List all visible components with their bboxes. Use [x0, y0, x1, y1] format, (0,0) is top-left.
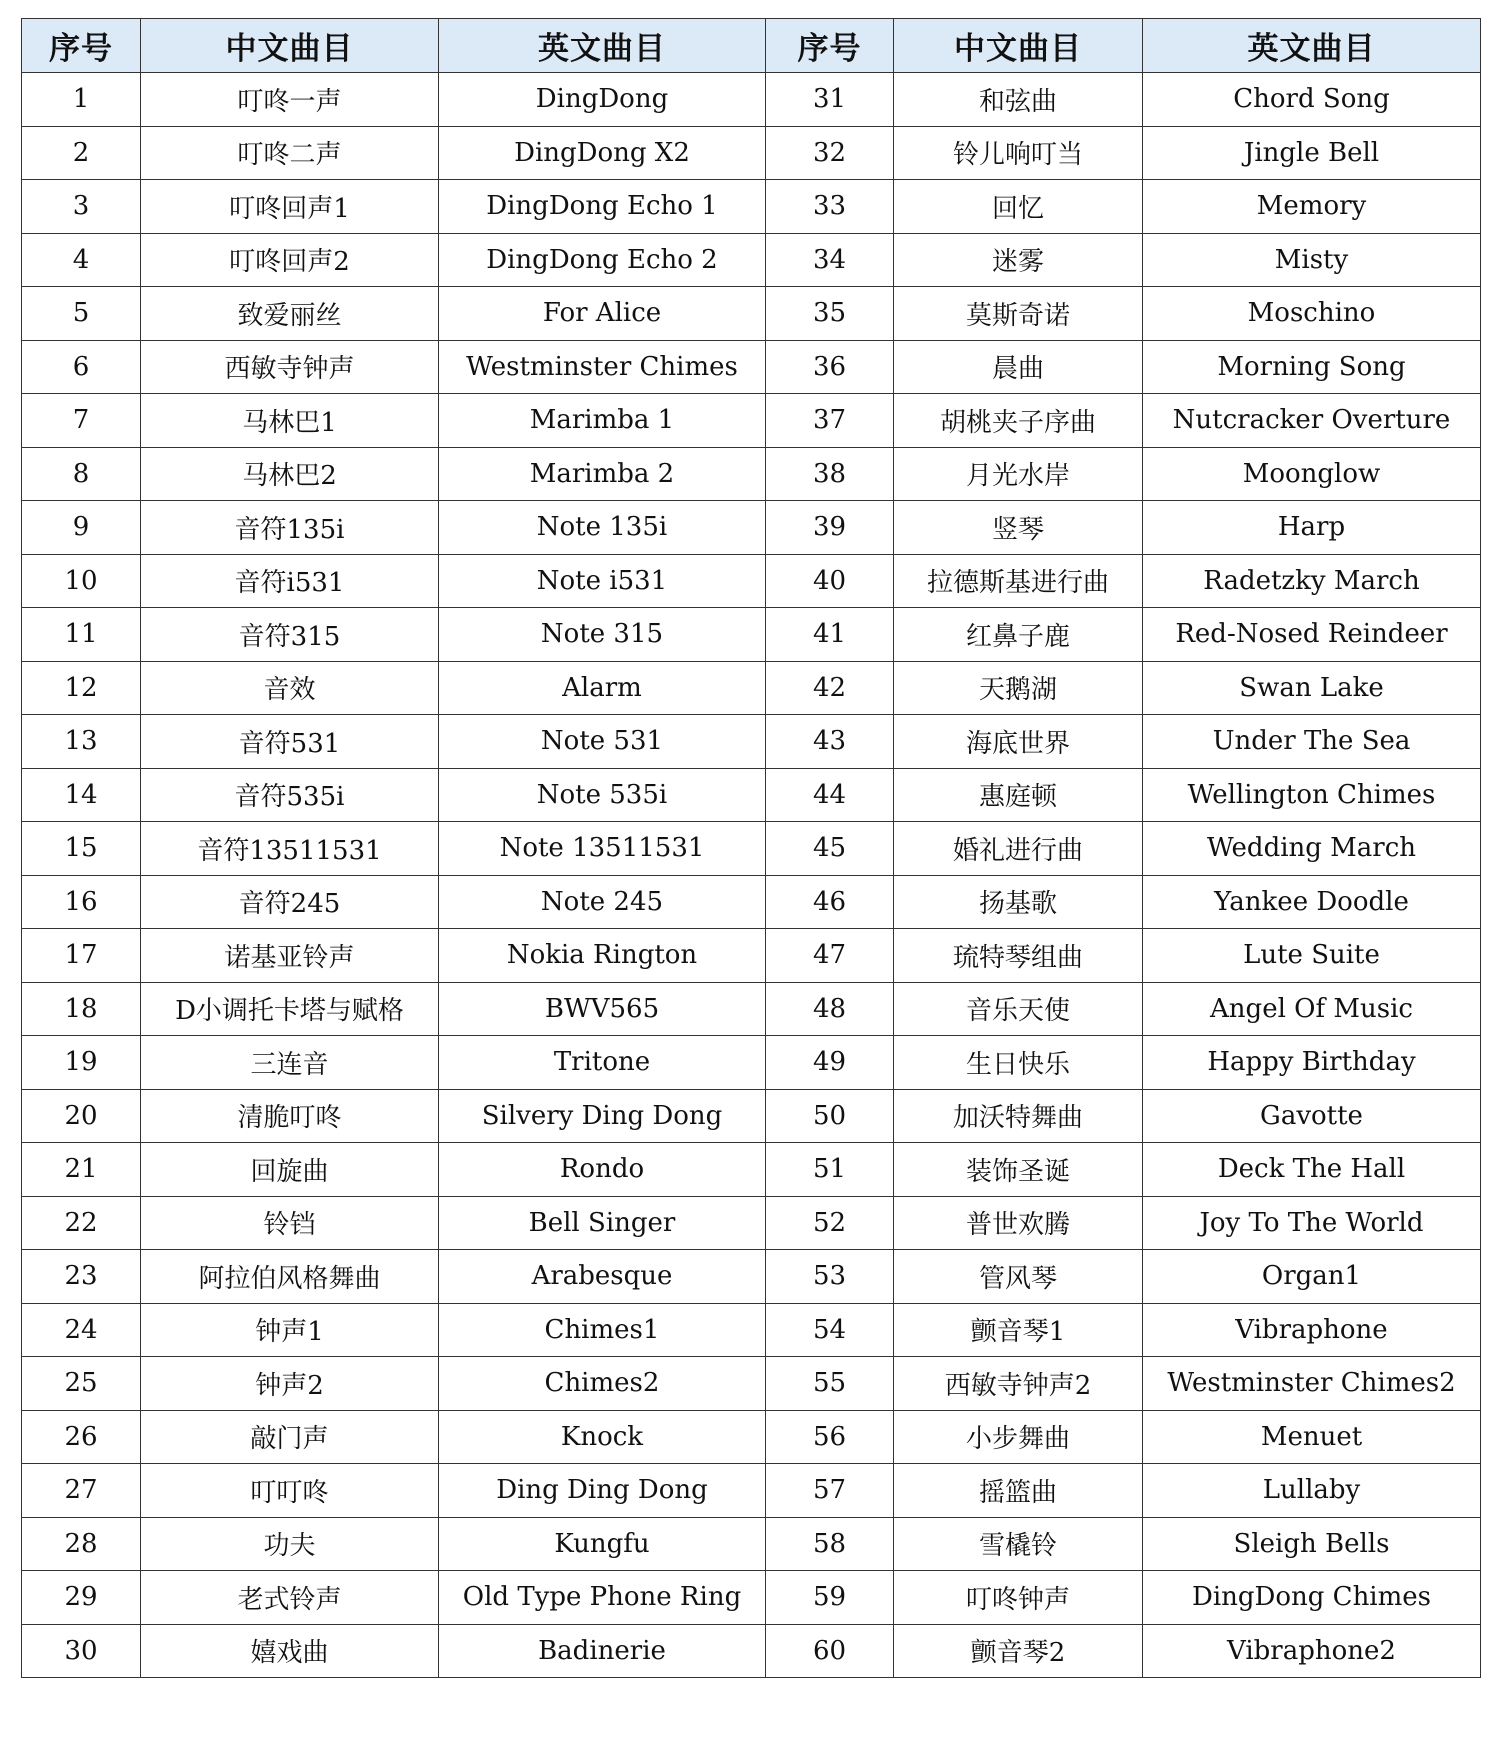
cell-english-title-right: Memory — [1143, 180, 1481, 234]
table-row — [22, 126, 1481, 180]
cell-index-left: 4 — [22, 233, 141, 287]
cell-english-title-right: Swan Lake — [1143, 661, 1481, 715]
cell-chinese-title-left: 音符135i — [141, 501, 439, 555]
cell-chinese-title-left: 诺基亚铃声 — [141, 929, 439, 983]
cell-index-left: 8 — [22, 447, 141, 501]
cell-index-right: 42 — [766, 661, 894, 715]
cell-chinese-title-left: 敲门声 — [141, 1410, 439, 1464]
header-english-title-left: 英文曲目 — [439, 19, 766, 73]
cell-index-right: 54 — [766, 1303, 894, 1357]
cell-english-title-left: DingDong X2 — [439, 126, 766, 180]
cell-chinese-title-left: 音符245 — [141, 875, 439, 929]
cell-chinese-title-left: 钟声2 — [141, 1357, 439, 1411]
cell-chinese-title-right: 晨曲 — [894, 340, 1143, 394]
cell-index-right: 48 — [766, 982, 894, 1036]
table-row — [22, 1036, 1481, 1090]
cell-chinese-title-left: 叮叮咚 — [141, 1464, 439, 1518]
cell-english-title-left: For Alice — [439, 287, 766, 341]
cell-index-right: 57 — [766, 1464, 894, 1518]
cell-chinese-title-left: 马林巴2 — [141, 447, 439, 501]
cell-english-title-right: Joy To The World — [1143, 1196, 1481, 1250]
cell-english-title-left: Old Type Phone Ring — [439, 1571, 766, 1625]
table-row — [22, 715, 1481, 769]
cell-index-left: 12 — [22, 661, 141, 715]
cell-chinese-title-right: 回忆 — [894, 180, 1143, 234]
cell-index-left: 10 — [22, 554, 141, 608]
cell-index-left: 14 — [22, 768, 141, 822]
ringtone-table-container — [21, 18, 1480, 1678]
table-row — [22, 554, 1481, 608]
table-row — [22, 929, 1481, 983]
table-row — [22, 1357, 1481, 1411]
cell-english-title-left: Alarm — [439, 661, 766, 715]
cell-english-title-right: Vibraphone2 — [1143, 1624, 1481, 1678]
cell-chinese-title-left: 叮咚回声1 — [141, 180, 439, 234]
cell-chinese-title-right: 西敏寺钟声2 — [894, 1357, 1143, 1411]
cell-english-title-right: Under The Sea — [1143, 715, 1481, 769]
cell-index-right: 53 — [766, 1250, 894, 1304]
cell-english-title-left: Note i531 — [439, 554, 766, 608]
header-row — [22, 19, 1481, 73]
cell-index-right: 56 — [766, 1410, 894, 1464]
cell-index-right: 46 — [766, 875, 894, 929]
cell-chinese-title-right: 海底世界 — [894, 715, 1143, 769]
cell-english-title-left: DingDong Echo 2 — [439, 233, 766, 287]
cell-index-right: 41 — [766, 608, 894, 662]
cell-index-left: 26 — [22, 1410, 141, 1464]
table-row — [22, 180, 1481, 234]
cell-chinese-title-left: 音符535i — [141, 768, 439, 822]
table-row — [22, 1196, 1481, 1250]
cell-chinese-title-left: 老式铃声 — [141, 1571, 439, 1625]
cell-english-title-left: Chimes2 — [439, 1357, 766, 1411]
cell-index-left: 22 — [22, 1196, 141, 1250]
cell-chinese-title-right: 莫斯奇诺 — [894, 287, 1143, 341]
cell-index-left: 17 — [22, 929, 141, 983]
cell-chinese-title-right: 雪橇铃 — [894, 1517, 1143, 1571]
table-row — [22, 1624, 1481, 1678]
cell-chinese-title-right: 音乐天使 — [894, 982, 1143, 1036]
cell-chinese-title-left: 音符13511531 — [141, 822, 439, 876]
cell-index-right: 55 — [766, 1357, 894, 1411]
table-row — [22, 982, 1481, 1036]
cell-english-title-left: Nokia Rington — [439, 929, 766, 983]
table-row — [22, 1089, 1481, 1143]
cell-index-left: 27 — [22, 1464, 141, 1518]
cell-index-left: 9 — [22, 501, 141, 555]
cell-index-left: 11 — [22, 608, 141, 662]
table-row — [22, 1250, 1481, 1304]
cell-index-left: 20 — [22, 1089, 141, 1143]
cell-english-title-right: Morning Song — [1143, 340, 1481, 394]
cell-english-title-left: Chimes1 — [439, 1303, 766, 1357]
cell-index-left: 30 — [22, 1624, 141, 1678]
cell-english-title-right: Moschino — [1143, 287, 1481, 341]
cell-chinese-title-left: 三连音 — [141, 1036, 439, 1090]
cell-index-left: 5 — [22, 287, 141, 341]
cell-index-right: 43 — [766, 715, 894, 769]
cell-english-title-left: Note 13511531 — [439, 822, 766, 876]
cell-chinese-title-right: 惠庭顿 — [894, 768, 1143, 822]
cell-chinese-title-right: 红鼻子鹿 — [894, 608, 1143, 662]
table-row — [22, 73, 1481, 127]
cell-index-right: 39 — [766, 501, 894, 555]
cell-index-left: 29 — [22, 1571, 141, 1625]
table-row — [22, 1464, 1481, 1518]
table-row — [22, 1571, 1481, 1625]
cell-chinese-title-right: 加沃特舞曲 — [894, 1089, 1143, 1143]
cell-chinese-title-right: 月光水岸 — [894, 447, 1143, 501]
cell-chinese-title-right: 和弦曲 — [894, 73, 1143, 127]
cell-chinese-title-right: 婚礼进行曲 — [894, 822, 1143, 876]
cell-english-title-left: Kungfu — [439, 1517, 766, 1571]
cell-index-right: 51 — [766, 1143, 894, 1197]
header-chinese-title-right: 中文曲目 — [894, 19, 1143, 73]
table-row — [22, 1517, 1481, 1571]
table-row — [22, 340, 1481, 394]
table-row — [22, 501, 1481, 555]
cell-english-title-left: Ding Ding Dong — [439, 1464, 766, 1518]
cell-chinese-title-right: 颤音琴2 — [894, 1624, 1143, 1678]
cell-english-title-right: Gavotte — [1143, 1089, 1481, 1143]
table-row — [22, 447, 1481, 501]
cell-index-right: 45 — [766, 822, 894, 876]
cell-index-right: 44 — [766, 768, 894, 822]
table-row — [22, 661, 1481, 715]
cell-chinese-title-left: 致爱丽丝 — [141, 287, 439, 341]
cell-chinese-title-right: 天鹅湖 — [894, 661, 1143, 715]
cell-english-title-right: Misty — [1143, 233, 1481, 287]
cell-chinese-title-left: 叮咚一声 — [141, 73, 439, 127]
cell-index-left: 24 — [22, 1303, 141, 1357]
header-index-right: 序号 — [766, 19, 894, 73]
cell-index-right: 58 — [766, 1517, 894, 1571]
cell-chinese-title-left: 回旋曲 — [141, 1143, 439, 1197]
cell-english-title-left: BWV565 — [439, 982, 766, 1036]
cell-english-title-right: Wellington Chimes — [1143, 768, 1481, 822]
cell-index-left: 13 — [22, 715, 141, 769]
cell-chinese-title-left: 清脆叮咚 — [141, 1089, 439, 1143]
cell-index-left: 1 — [22, 73, 141, 127]
cell-index-left: 23 — [22, 1250, 141, 1304]
cell-index-right: 47 — [766, 929, 894, 983]
cell-index-right: 31 — [766, 73, 894, 127]
table-body — [22, 73, 1481, 1678]
cell-chinese-title-right: 琉特琴组曲 — [894, 929, 1143, 983]
cell-english-title-right: Wedding March — [1143, 822, 1481, 876]
cell-english-title-right: DingDong Chimes — [1143, 1571, 1481, 1625]
cell-index-right: 52 — [766, 1196, 894, 1250]
header-english-title-right: 英文曲目 — [1143, 19, 1481, 73]
cell-english-title-right: Lullaby — [1143, 1464, 1481, 1518]
cell-chinese-title-right: 竖琴 — [894, 501, 1143, 555]
table-header — [22, 19, 1481, 73]
table-row — [22, 394, 1481, 448]
cell-english-title-right: Sleigh Bells — [1143, 1517, 1481, 1571]
cell-index-left: 15 — [22, 822, 141, 876]
header-index-left: 序号 — [22, 19, 141, 73]
table-row — [22, 233, 1481, 287]
cell-english-title-left: Note 531 — [439, 715, 766, 769]
cell-chinese-title-right: 管风琴 — [894, 1250, 1143, 1304]
table-row — [22, 1410, 1481, 1464]
cell-chinese-title-right: 颤音琴1 — [894, 1303, 1143, 1357]
cell-chinese-title-right: 叮咚钟声 — [894, 1571, 1143, 1625]
cell-index-left: 28 — [22, 1517, 141, 1571]
cell-english-title-left: Silvery Ding Dong — [439, 1089, 766, 1143]
cell-chinese-title-left: 功夫 — [141, 1517, 439, 1571]
cell-chinese-title-right: 摇篮曲 — [894, 1464, 1143, 1518]
cell-index-right: 35 — [766, 287, 894, 341]
cell-chinese-title-right: 装饰圣诞 — [894, 1143, 1143, 1197]
cell-index-right: 40 — [766, 554, 894, 608]
cell-index-right: 50 — [766, 1089, 894, 1143]
cell-english-title-left: Badinerie — [439, 1624, 766, 1678]
cell-chinese-title-left: D小调托卡塔与赋格 — [141, 982, 439, 1036]
cell-english-title-left: Westminster Chimes — [439, 340, 766, 394]
cell-english-title-right: Moonglow — [1143, 447, 1481, 501]
cell-english-title-right: Yankee Doodle — [1143, 875, 1481, 929]
cell-chinese-title-left: 音符531 — [141, 715, 439, 769]
cell-index-left: 7 — [22, 394, 141, 448]
cell-chinese-title-left: 音效 — [141, 661, 439, 715]
cell-index-right: 36 — [766, 340, 894, 394]
cell-english-title-left: Marimba 1 — [439, 394, 766, 448]
cell-chinese-title-left: 马林巴1 — [141, 394, 439, 448]
cell-english-title-left: Note 245 — [439, 875, 766, 929]
cell-index-right: 38 — [766, 447, 894, 501]
table-row — [22, 875, 1481, 929]
cell-index-right: 49 — [766, 1036, 894, 1090]
cell-chinese-title-right: 迷雾 — [894, 233, 1143, 287]
cell-english-title-right: Westminster Chimes2 — [1143, 1357, 1481, 1411]
cell-chinese-title-left: 阿拉伯风格舞曲 — [141, 1250, 439, 1304]
cell-english-title-left: Bell Singer — [439, 1196, 766, 1250]
table-row — [22, 1303, 1481, 1357]
cell-index-right: 60 — [766, 1624, 894, 1678]
cell-chinese-title-right: 扬基歌 — [894, 875, 1143, 929]
cell-index-left: 21 — [22, 1143, 141, 1197]
cell-chinese-title-left: 音符i531 — [141, 554, 439, 608]
table-row — [22, 608, 1481, 662]
table-row — [22, 287, 1481, 341]
cell-english-title-right: Chord Song — [1143, 73, 1481, 127]
cell-english-title-right: Menuet — [1143, 1410, 1481, 1464]
cell-chinese-title-right: 小步舞曲 — [894, 1410, 1143, 1464]
table-row — [22, 1143, 1481, 1197]
cell-chinese-title-left: 西敏寺钟声 — [141, 340, 439, 394]
cell-chinese-title-left: 嬉戏曲 — [141, 1624, 439, 1678]
ringtone-table — [21, 18, 1481, 1678]
cell-chinese-title-left: 叮咚回声2 — [141, 233, 439, 287]
cell-chinese-title-left: 铃铛 — [141, 1196, 439, 1250]
cell-chinese-title-right: 胡桃夹子序曲 — [894, 394, 1143, 448]
cell-english-title-right: Organ1 — [1143, 1250, 1481, 1304]
cell-index-left: 25 — [22, 1357, 141, 1411]
cell-english-title-right: Radetzky March — [1143, 554, 1481, 608]
cell-english-title-left: Note 535i — [439, 768, 766, 822]
cell-english-title-left: DingDong — [439, 73, 766, 127]
cell-english-title-left: Note 315 — [439, 608, 766, 662]
cell-chinese-title-right: 铃儿响叮当 — [894, 126, 1143, 180]
cell-chinese-title-right: 普世欢腾 — [894, 1196, 1143, 1250]
cell-index-left: 6 — [22, 340, 141, 394]
cell-english-title-left: Note 135i — [439, 501, 766, 555]
cell-index-left: 16 — [22, 875, 141, 929]
cell-index-left: 19 — [22, 1036, 141, 1090]
cell-chinese-title-right: 拉德斯基进行曲 — [894, 554, 1143, 608]
cell-english-title-left: DingDong Echo 1 — [439, 180, 766, 234]
cell-english-title-left: Arabesque — [439, 1250, 766, 1304]
header-chinese-title-left: 中文曲目 — [141, 19, 439, 73]
cell-english-title-right: Deck The Hall — [1143, 1143, 1481, 1197]
cell-index-right: 59 — [766, 1571, 894, 1625]
cell-english-title-left: Marimba 2 — [439, 447, 766, 501]
cell-english-title-right: Nutcracker Overture — [1143, 394, 1481, 448]
table-row — [22, 768, 1481, 822]
cell-index-right: 33 — [766, 180, 894, 234]
cell-english-title-right: Vibraphone — [1143, 1303, 1481, 1357]
cell-english-title-right: Angel Of Music — [1143, 982, 1481, 1036]
cell-chinese-title-left: 叮咚二声 — [141, 126, 439, 180]
cell-english-title-left: Knock — [439, 1410, 766, 1464]
table-row — [22, 822, 1481, 876]
cell-chinese-title-right: 生日快乐 — [894, 1036, 1143, 1090]
cell-index-left: 2 — [22, 126, 141, 180]
cell-english-title-left: Tritone — [439, 1036, 766, 1090]
cell-english-title-right: Harp — [1143, 501, 1481, 555]
cell-index-left: 3 — [22, 180, 141, 234]
cell-index-right: 32 — [766, 126, 894, 180]
cell-english-title-right: Jingle Bell — [1143, 126, 1481, 180]
cell-english-title-right: Lute Suite — [1143, 929, 1481, 983]
cell-index-left: 18 — [22, 982, 141, 1036]
cell-english-title-right: Red-Nosed Reindeer — [1143, 608, 1481, 662]
cell-english-title-left: Rondo — [439, 1143, 766, 1197]
cell-english-title-right: Happy Birthday — [1143, 1036, 1481, 1090]
cell-index-right: 37 — [766, 394, 894, 448]
cell-index-right: 34 — [766, 233, 894, 287]
cell-chinese-title-left: 钟声1 — [141, 1303, 439, 1357]
cell-chinese-title-left: 音符315 — [141, 608, 439, 662]
